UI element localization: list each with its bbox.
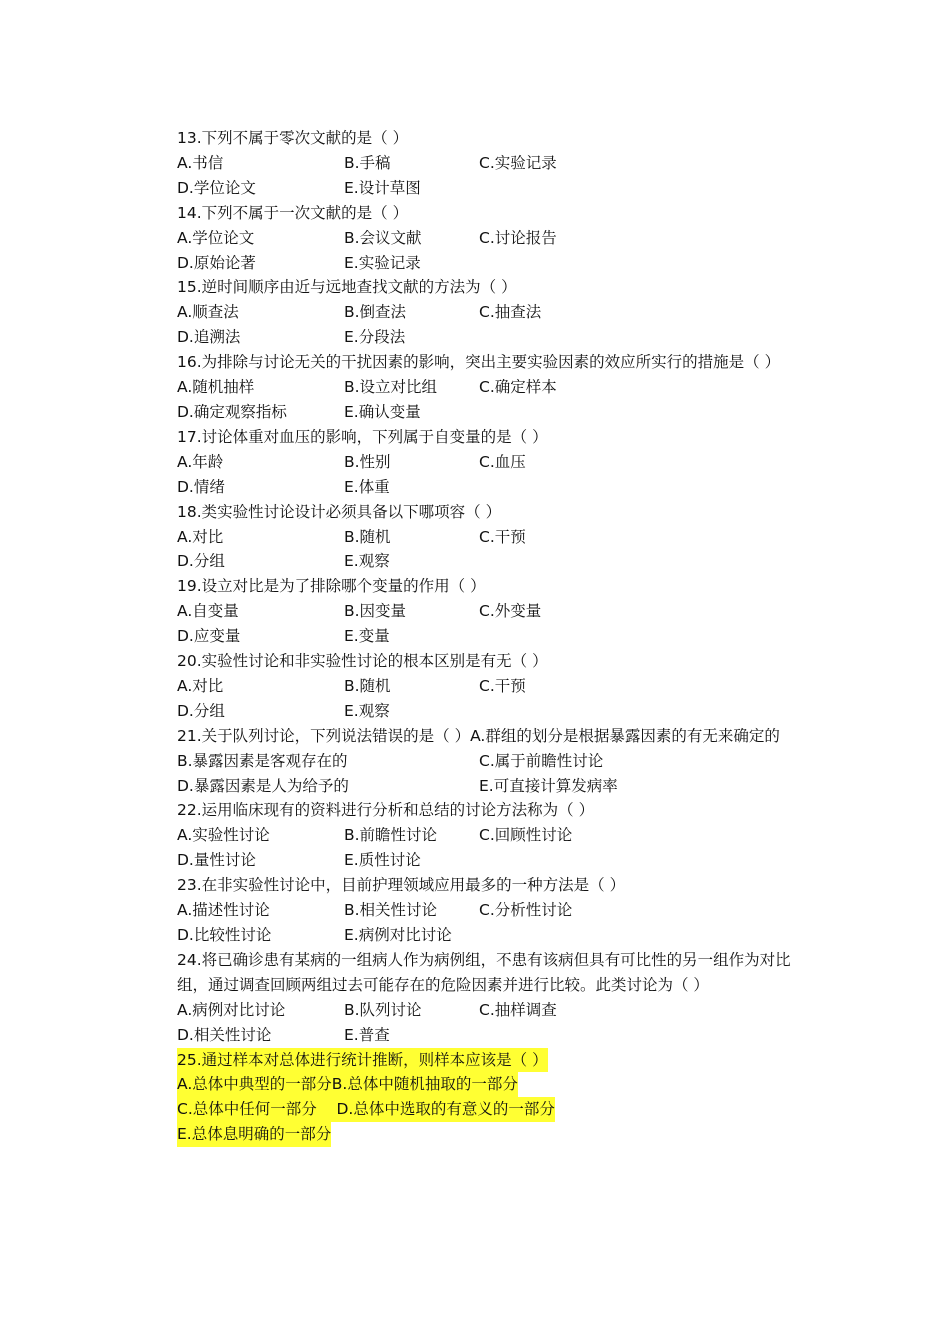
option-b: B.相关性讨论 bbox=[344, 901, 438, 920]
option-d: D.量性讨论 bbox=[177, 851, 256, 870]
option-line bbox=[177, 1122, 817, 1147]
option-c: C.外变量 bbox=[479, 602, 542, 621]
option-e: E.实验记录 bbox=[344, 253, 421, 272]
option-c: C.确定样本 bbox=[479, 378, 557, 397]
option-a: A.对比 bbox=[177, 676, 224, 695]
option-c: C.讨论报告 bbox=[479, 228, 557, 247]
option-b: B.倒查法 bbox=[344, 303, 407, 322]
option-e: E.观察 bbox=[344, 552, 390, 571]
option-c: C.血压 bbox=[479, 452, 526, 471]
option-b: B.暴露因素是客观存在的 bbox=[177, 751, 348, 770]
option-a: A.学位论文 bbox=[177, 228, 255, 247]
option-d: D.分组 bbox=[177, 701, 225, 720]
option-b: B.会议文献 bbox=[344, 228, 422, 247]
option-row bbox=[177, 624, 817, 649]
question bbox=[177, 948, 817, 1048]
question bbox=[177, 798, 817, 873]
option-a: A.随机抽样 bbox=[177, 378, 255, 397]
question-text: 16.为排除与讨论无关的干扰因素的影响，突出主要实验因素的效应所实行的措施是（ ） bbox=[177, 353, 781, 372]
question bbox=[177, 201, 817, 276]
option-e: E.分段法 bbox=[344, 328, 406, 347]
question-text: 19.设立对比是为了排除哪个变量的作用（ ） bbox=[177, 577, 486, 596]
option-d: D.比较性讨论 bbox=[177, 926, 272, 944]
question bbox=[177, 350, 817, 425]
option-row bbox=[177, 749, 817, 774]
options-a-b: A.总体中典型的一部分B.总体中随机抽取的一部分 bbox=[177, 1072, 518, 1097]
question-block-13-20 bbox=[177, 126, 817, 724]
option-b: B.手稿 bbox=[344, 153, 391, 172]
option-line bbox=[177, 1072, 817, 1097]
option-a: A.书信 bbox=[177, 153, 224, 172]
option-a: A.实验性讨论 bbox=[177, 826, 270, 845]
question-text: 22.运用临床现有的资料进行分析和总结的讨论方法称为（ ） bbox=[177, 801, 595, 820]
option-c: C.抽样调查 bbox=[479, 1000, 557, 1019]
option-e: E.病例对比讨论 bbox=[344, 926, 452, 944]
option-row bbox=[177, 375, 817, 400]
option-e: E.普查 bbox=[344, 1025, 390, 1044]
option-b: B.性别 bbox=[344, 452, 391, 471]
option-c: C.干预 bbox=[479, 676, 526, 695]
option-d: D.应变量 bbox=[177, 627, 241, 646]
option-b: B.队列讨论 bbox=[344, 1000, 422, 1019]
question-block-22-24 bbox=[177, 798, 817, 1047]
question-25-highlighted bbox=[177, 1048, 817, 1148]
option-row bbox=[177, 300, 817, 325]
option-a: A.对比 bbox=[177, 527, 224, 546]
option-row bbox=[177, 599, 817, 624]
option-c: C.抽查法 bbox=[479, 303, 542, 322]
option-row bbox=[177, 400, 817, 425]
option-b: B.前瞻性讨论 bbox=[344, 826, 438, 845]
question-text: 25.通过样本对总体进行统计推断，则样本应该是（ ） bbox=[177, 1048, 548, 1073]
question bbox=[177, 649, 817, 724]
option-c: C.实验记录 bbox=[479, 153, 557, 172]
option-a: A.描述性讨论 bbox=[177, 901, 270, 920]
question-text: 14.下列不属于一次文献的是（ ） bbox=[177, 203, 409, 222]
option-row bbox=[177, 923, 817, 948]
option-row bbox=[177, 325, 817, 350]
option-e: E.观察 bbox=[344, 701, 390, 720]
option-row bbox=[177, 823, 817, 848]
option-row bbox=[177, 898, 817, 923]
option-row bbox=[177, 226, 817, 251]
option-e: E.确认变量 bbox=[344, 402, 421, 421]
option-row bbox=[177, 251, 817, 276]
option-d: D.学位论文 bbox=[177, 178, 256, 197]
option-row bbox=[177, 450, 817, 475]
option-e: E.质性讨论 bbox=[344, 851, 421, 870]
question-text: 15.逆时间顺序由近与远地查找文献的方法为（ ） bbox=[177, 278, 517, 297]
option-b: B.因变量 bbox=[344, 602, 407, 621]
question-text: 23.在非实验性讨论中，目前护理领域应用最多的一种方法是（ ） bbox=[177, 876, 626, 895]
option-c: C.分析性讨论 bbox=[479, 901, 573, 920]
option-e: E.变量 bbox=[344, 627, 390, 646]
option-c: C.属于前瞻性讨论 bbox=[479, 751, 604, 770]
question bbox=[177, 425, 817, 500]
option-row bbox=[177, 475, 817, 500]
question-text: 24.将已确诊患有某病的一组病人作为病例组，不患有该病但具有可比性的另一组作为对比组，通过调查回顾两组过去可能存在的危险因素并进行比较。此类讨论为（ ） bbox=[177, 950, 791, 994]
option-row bbox=[177, 848, 817, 873]
option-d: D.确定观察指标 bbox=[177, 402, 287, 421]
option-c: C.干预 bbox=[479, 527, 526, 546]
question bbox=[177, 275, 817, 350]
option-line bbox=[177, 1097, 817, 1122]
option-row bbox=[177, 525, 817, 550]
option-a: A.自变量 bbox=[177, 602, 239, 621]
option-row bbox=[177, 998, 817, 1023]
options-c-d: C.总体中任何一部分 D.总体中选取的有意义的一部分 bbox=[177, 1097, 555, 1122]
question bbox=[177, 873, 817, 948]
option-row bbox=[177, 151, 817, 176]
option-c: C.回顾性讨论 bbox=[479, 826, 573, 845]
question-text: 21.关于队列讨论，下列说法错误的是（ ）A.群组的划分是根据暴露因素的有无来确定的 bbox=[177, 726, 780, 745]
option-row bbox=[177, 674, 817, 699]
option-b: B.随机 bbox=[344, 676, 391, 695]
question-text-line bbox=[177, 1048, 817, 1073]
option-d: D.情绪 bbox=[177, 477, 225, 496]
option-d: D.分组 bbox=[177, 552, 225, 571]
option-row bbox=[177, 1023, 817, 1048]
option-row bbox=[177, 176, 817, 201]
option-d: D.原始论著 bbox=[177, 253, 256, 272]
question-text: 13.下列不属于零次文献的是（ ） bbox=[177, 129, 409, 147]
question bbox=[177, 126, 817, 201]
option-d: D.追溯法 bbox=[177, 328, 241, 347]
question-text: 17.讨论体重对血压的影响，下列属于自变量的是（ ） bbox=[177, 427, 548, 446]
option-row bbox=[177, 699, 817, 724]
option-a: A.病例对比讨论 bbox=[177, 1000, 286, 1019]
option-b: B.随机 bbox=[344, 527, 391, 546]
question bbox=[177, 574, 817, 649]
option-e: E.总体息明确的一部分 bbox=[177, 1122, 331, 1147]
option-d: D.暴露因素是人为给予的 bbox=[177, 776, 349, 795]
document-page bbox=[177, 126, 817, 1147]
option-b: B.设立对比组 bbox=[344, 378, 438, 397]
option-e: E.设计草图 bbox=[344, 178, 421, 197]
option-d: D.相关性讨论 bbox=[177, 1025, 272, 1044]
question-text: 20.实验性讨论和非实验性讨论的根本区别是有无（ ） bbox=[177, 652, 548, 671]
question-21 bbox=[177, 724, 817, 799]
option-row bbox=[177, 774, 817, 799]
option-a: A.年龄 bbox=[177, 452, 224, 471]
option-e: E.体重 bbox=[344, 477, 390, 496]
question bbox=[177, 500, 817, 575]
option-a: A.顺查法 bbox=[177, 303, 239, 322]
option-row bbox=[177, 549, 817, 574]
option-e: E.可直接计算发病率 bbox=[479, 776, 618, 795]
question-text: 18.类实验性讨论设计必须具备以下哪项容（ ） bbox=[177, 502, 502, 521]
